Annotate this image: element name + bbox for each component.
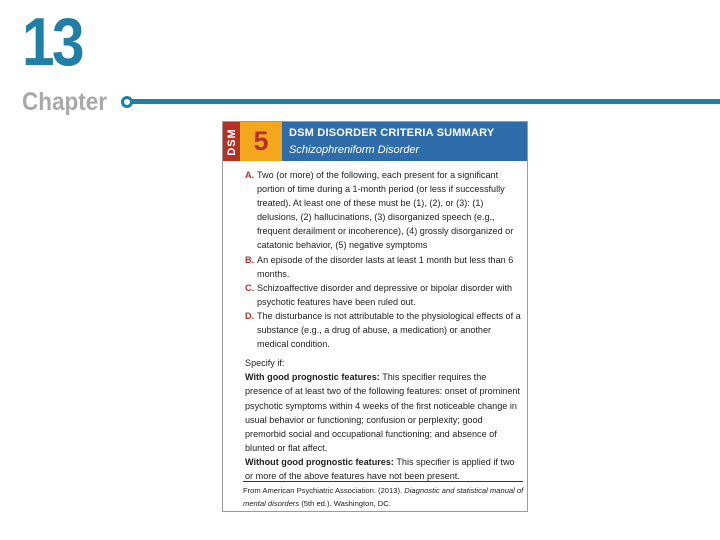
criterion-text: Two (or more) of the following, each present for a significant portion of time during a 1-month period (or less if successfully treated). At least one of these must be (1), (2), or (3): (1) delusions, (2) hallucinations, (3) disorganized speech (e.g., frequent derailment or incoherence), (4) grossly disorganized or catatonic behavior, (5) negative symptoms: [257, 170, 514, 251]
source-citation: [243, 484, 525, 510]
chapter-number: 13: [22, 4, 82, 80]
specify-label: Specify if:: [245, 358, 285, 369]
card-body: [245, 168, 521, 483]
criterion-label: A.: [245, 170, 255, 180]
criteria-card: [222, 121, 528, 512]
source-suffix: (5th ed.). Washington, DC.: [301, 499, 391, 508]
source-title: Diagnostic and statistical manual of mental disorders: [243, 486, 524, 508]
card-subtitle: Schizophreniform Disorder: [289, 144, 420, 156]
criterion-text: The disturbance is not attributable to the physiological effects of a substance (e.g., a drug of abuse, a medication) or another medical condition.: [257, 310, 521, 350]
specifier-heading: With good prognostic features:: [245, 372, 380, 383]
criterion-d: [245, 309, 521, 351]
specifier-text: This specifier requires the presence of at least two of the following features: onset of prominent psychotic symptoms within 4 weeks of the first noticeable change in usual behavior or functioning; confusion or perplexity; good premorbid social and occupational functioning; and absence of blunted or flat affect.: [245, 372, 520, 453]
dsm-number-badge: 5: [240, 122, 282, 161]
dsm-tab: [223, 122, 240, 161]
criterion-label: D.: [245, 310, 255, 321]
card-title: DSM DISORDER CRITERIA SUMMARY: [289, 127, 495, 139]
specifier-heading: Without good prognostic features:: [245, 456, 394, 467]
divider-line: [132, 99, 720, 104]
criterion-b: [245, 253, 521, 281]
chapter-label: Chapter: [22, 88, 108, 116]
dsm-tab-label: DSM: [225, 127, 238, 156]
specifier-without-good-prognosis: [245, 455, 521, 483]
criterion-text: An episode of the disorder lasts at least 1 month but less than 6 months.: [257, 254, 514, 279]
specifier-good-prognosis: [245, 370, 521, 455]
source-prefix: From American Psychiatric Association. (2013).: [243, 486, 403, 495]
card-header: [223, 122, 527, 161]
criterion-label: B.: [245, 254, 255, 265]
criterion-label: C.: [245, 282, 255, 293]
criterion-a: [245, 168, 521, 253]
source-divider: [243, 481, 523, 482]
criterion-c: [245, 281, 521, 309]
criterion-text: Schizoaffective disorder and depressive or bipolar disorder with psychotic features have been ruled out.: [257, 282, 513, 307]
specifier-text: This specifier is applied if two or more of the above features have not been present.: [245, 456, 515, 481]
